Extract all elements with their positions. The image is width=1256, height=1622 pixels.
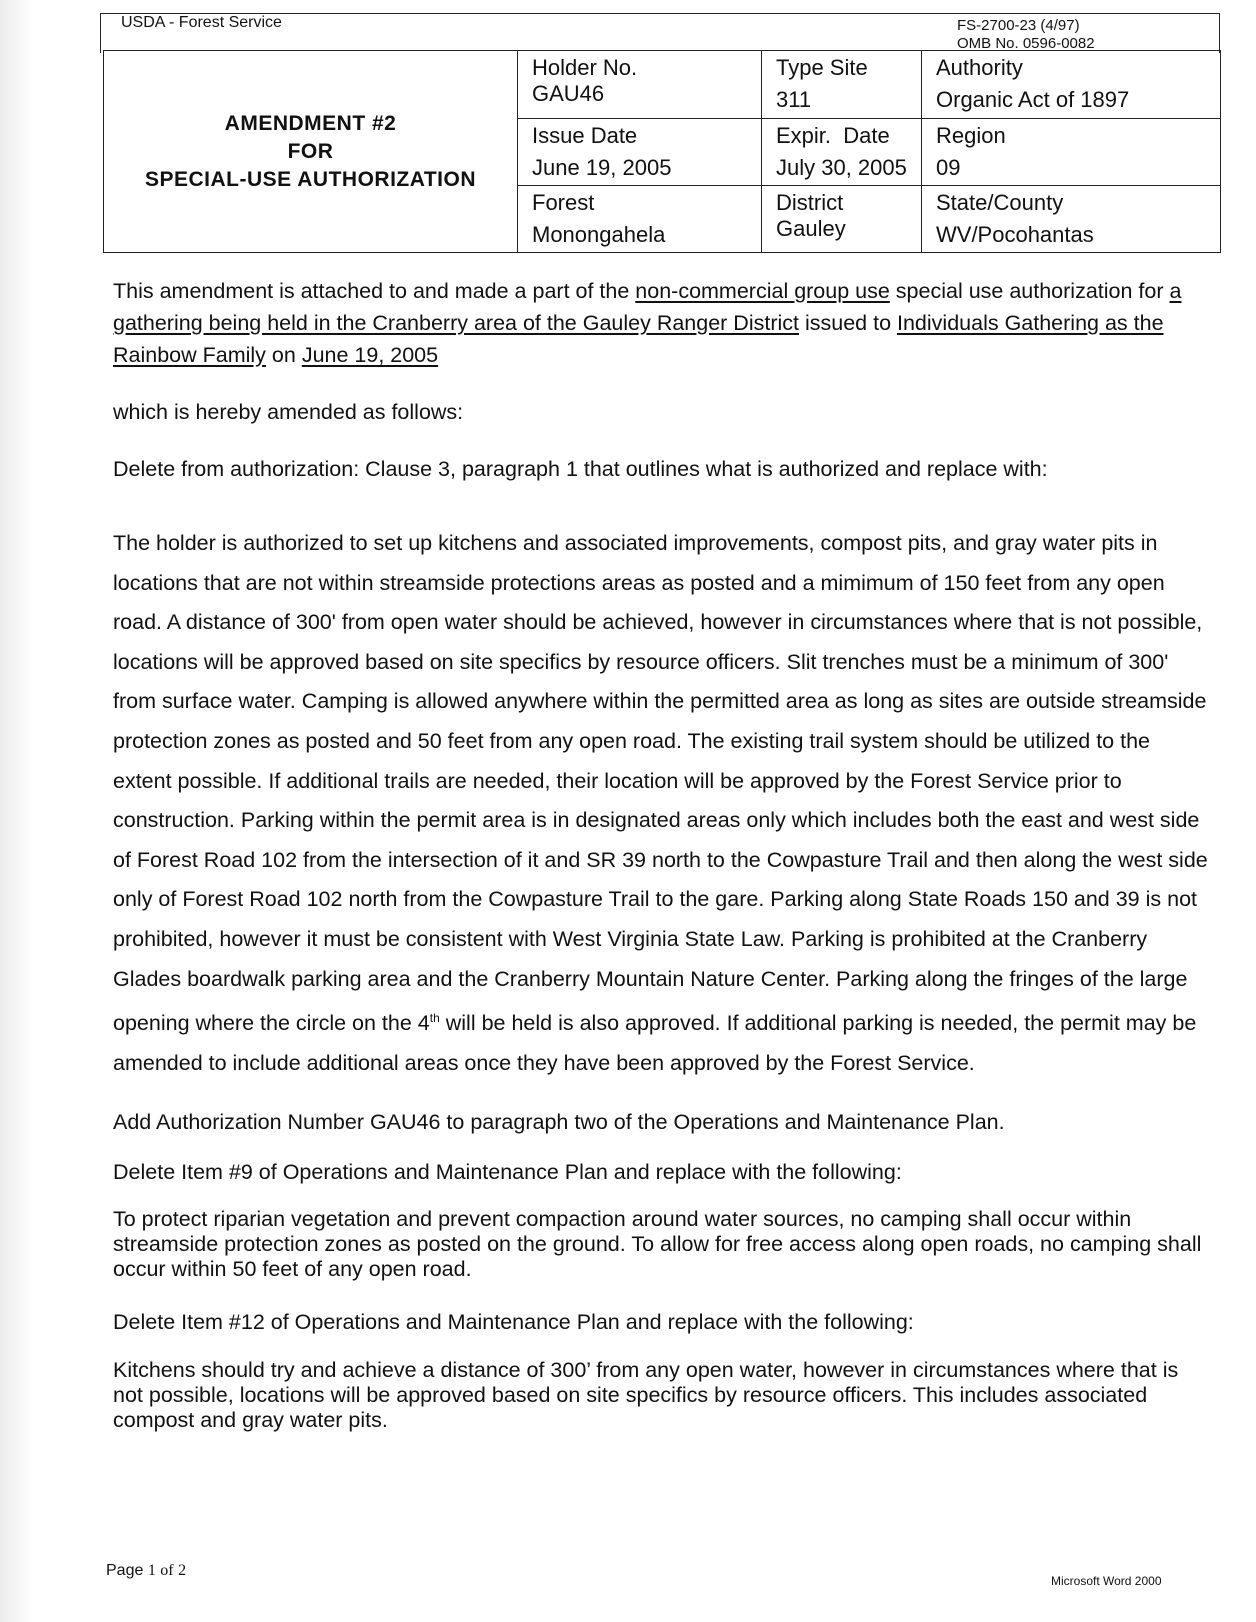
- holder-name: Individuals Gathering as the Rainbow Family: [113, 311, 1164, 367]
- intro-paragraph: [113, 275, 1213, 371]
- intro-text-3: issued to: [799, 311, 897, 335]
- expir-date-cell: [762, 119, 922, 186]
- agency-name: USDA - Forest Service: [121, 14, 282, 31]
- issue-date-label: Issue Date: [532, 123, 638, 148]
- expir-date-label: Expir. Date: [776, 123, 890, 148]
- intro-text-2: special use authorization for: [889, 279, 1170, 303]
- region-cell: [922, 119, 1221, 186]
- document-title: [104, 51, 518, 253]
- issue-date-cell: [518, 119, 762, 186]
- district-value: Gauley: [776, 216, 846, 241]
- of-label: of: [160, 1562, 174, 1579]
- form-header: [100, 13, 1220, 53]
- type-site-label: Type Site: [776, 55, 868, 80]
- state-county-cell: [922, 186, 1221, 253]
- type-site-cell: [762, 51, 922, 119]
- forest-cell: [518, 186, 762, 253]
- title-line-3: SPECIAL-USE AUTHORIZATION: [145, 167, 476, 191]
- form-number: FS-2700-23 (4/97): [957, 17, 1080, 34]
- page-total: 2: [178, 1562, 187, 1579]
- riparian-protection-paragraph: To protect riparian vegetation and prevent compaction around water sources, no camping shall occur within streamside protection zones as posted on the ground. To allow for free access along open roads, no camping shall occur within 50 feet of any open road.: [113, 1207, 1202, 1282]
- delete-clause-instruction: Delete from authorization: Clause 3, paragraph 1 that outlines what is authorized and replace with:: [113, 457, 1048, 481]
- district-label: District: [776, 190, 844, 215]
- document-body: [113, 275, 1213, 1433]
- forest-value: Monongahela: [532, 222, 666, 247]
- page-label: Page: [106, 1562, 144, 1579]
- scan-shadow: [0, 0, 34, 1622]
- title-line-1: AMENDMENT #2: [224, 111, 397, 135]
- holder-no-cell: [518, 51, 762, 119]
- authorization-header-table: [103, 50, 1221, 253]
- ordinal-suffix: th: [429, 1011, 440, 1026]
- add-authorization-instruction: Add Authorization Number GAU46 to paragraph two of the Operations and Maintenance Plan.: [113, 1110, 1005, 1135]
- district-cell: [762, 186, 922, 253]
- region-value: 09: [936, 155, 961, 180]
- region-label: Region: [936, 123, 1006, 148]
- form-identifiers: [957, 17, 1095, 53]
- authorized-text-part-2: will be held is also approved. If additional parking is needed, the permit may be amended to include additional areas once they have been approved by the Forest Service.: [113, 1011, 1197, 1075]
- delete-item-9-instruction: Delete Item #9 of Operations and Maintenance Plan and replace with the following:: [113, 1160, 902, 1185]
- kitchens-paragraph: Kitchens should try and achieve a distance of 300’ from any open water, however in circumstances where that is not possible, locations will be approved based on site specifics by resource officers. This includes associated compost and gray water pits.: [113, 1358, 1179, 1433]
- authority-value: Organic Act of 1897: [936, 87, 1130, 112]
- intro-text-1: This amendment is attached to and made a part of the: [113, 279, 636, 303]
- page-number: 1: [147, 1562, 156, 1579]
- page-indicator: [106, 1562, 186, 1580]
- software-footer: Microsoft Word 2000: [1051, 1574, 1162, 1588]
- intro-text-4: on: [265, 343, 302, 367]
- state-county-label: State/County: [936, 190, 1064, 215]
- authority-cell: [922, 51, 1221, 119]
- title-line-2: FOR: [287, 139, 334, 163]
- holder-no-value: GAU46: [532, 81, 605, 106]
- authorization-purpose: a gathering being held in the Cranberry area of the Gauley Ranger District: [113, 279, 1182, 335]
- forest-label: Forest: [532, 190, 595, 215]
- holder-no-label: Holder No.: [532, 55, 638, 80]
- delete-item-12-instruction: Delete Item #12 of Operations and Maintenance Plan and replace with the following:: [113, 1310, 914, 1335]
- state-county-value: WV/Pocohantas: [936, 222, 1094, 247]
- expir-date-value: July 30, 2005: [776, 155, 907, 180]
- use-type: non-commercial group use: [635, 279, 890, 303]
- omb-number: OMB No. 0596-0082: [957, 35, 1095, 52]
- authority-label: Authority: [936, 55, 1023, 80]
- authorized-text-part-1: The holder is authorized to set up kitchens and associated improvements, compost pits, and gray water pits in locations that are not within streamside protections areas as posted and a mimimum of 150 feet from any open road. A distance of 300' from open water should be achieved, however in circumstances where that is not possible, locations will be approved based on site specifics by resource officers. Slit trenches must be a minimum of 300' from surface water. Camping is allowed anywhere within the permitted area as long as sites are outside streamside protection zones as posted and 50 feet from any open road. The existing trail system should be utilized to the extent possible. If additional trails are needed, their location will be approved by the Forest Service prior to construction. Parking within the permit area is in designated areas only which includes both the east and west side of Forest Road 102 from the intersection of it and SR 39 north to the Cowpasture Trail and then along the west side only of Forest Road 102 north from the Cowpasture Trail to the gare. Parking along State Roads 150 and 39 is not prohibited, however it must be consistent with West Virginia State Law. Parking is prohibited at the Cranberry Glades boardwalk parking area and the Cranberry Mountain Nature Center. Parking along the fringes of the large opening where the circle on the 4: [113, 531, 1208, 1036]
- type-site-value: 311: [776, 87, 812, 112]
- authorized-activities-paragraph: [113, 524, 1213, 1083]
- amended-as-follows: which is hereby amended as follows:: [113, 400, 464, 424]
- issued-date: June 19, 2005: [301, 343, 439, 367]
- issue-date-value: June 19, 2005: [532, 155, 672, 180]
